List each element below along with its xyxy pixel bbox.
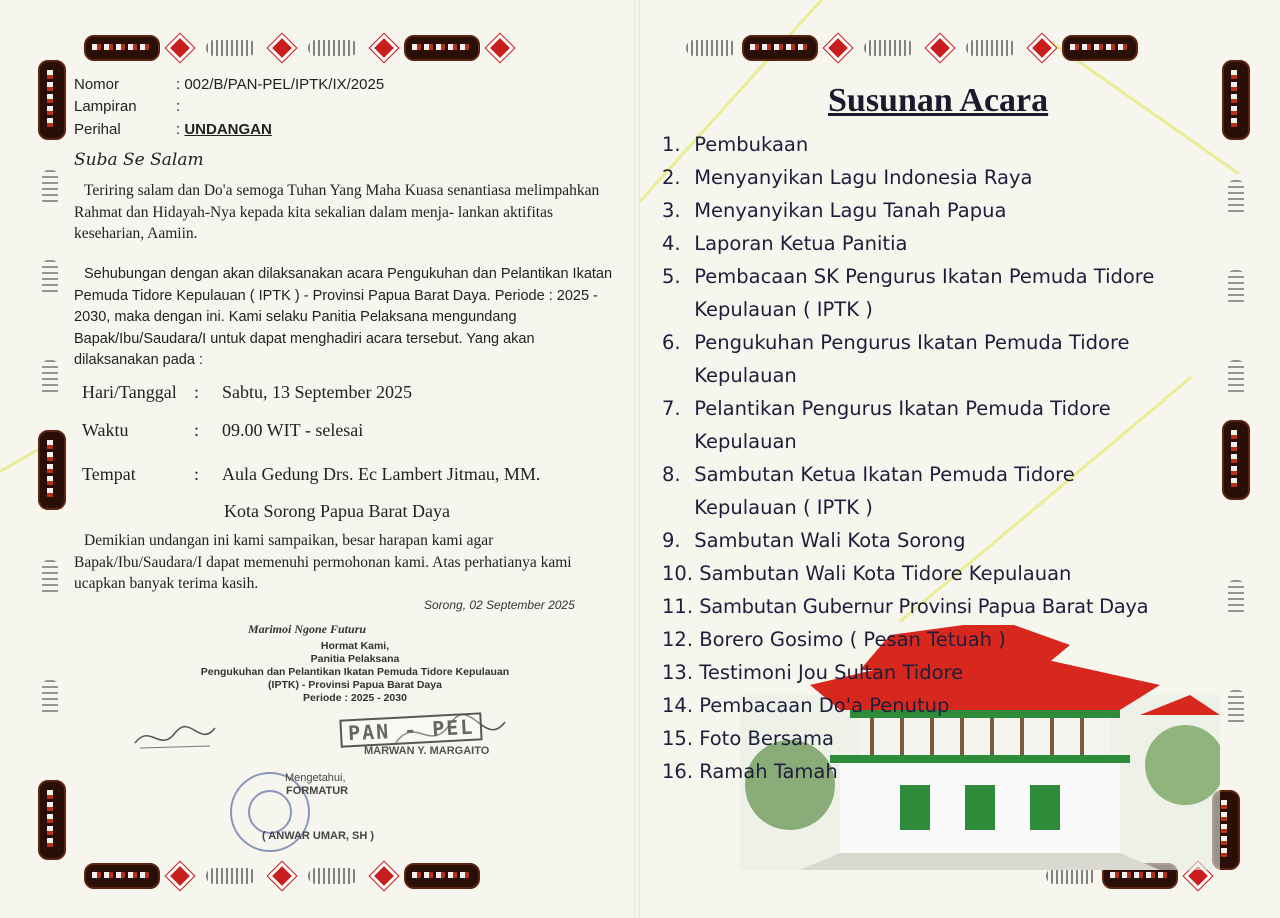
sig-line: Pengukuhan dan Pelantikan Ikatan Pemuda Tidore Kepulauan <box>200 666 510 678</box>
ornament-motif-icon <box>1046 868 1096 884</box>
sig-line: Panitia Pelaksana <box>310 653 400 665</box>
perihal-value: UNDANGAN <box>184 121 272 138</box>
lampiran-label: Lampiran <box>74 98 137 115</box>
ornament-motif-icon <box>308 868 358 884</box>
agenda-item <box>662 625 1222 658</box>
agenda-item-text: Sambutan Ketua Ikatan Pemuda Tidore <box>694 463 1075 486</box>
lampiran-row <box>74 98 180 115</box>
closing-paragraph: Demikian undangan ini kami sampaikan, besar harapan kami agar Bapak/Ibu/Saudara/I dapat memenuhi permohonan kami. Atas perhatianya kami ucapkan banyak terima kasih. <box>74 532 572 592</box>
agenda-item-text: Pembacaan SK Pengurus Ikatan Pemuda Tidore <box>694 265 1155 288</box>
sig-line: Hormat Kami, <box>320 640 390 652</box>
agenda-item-number: 4. <box>662 232 681 255</box>
event-date-label: Hari/Tanggal <box>82 382 177 402</box>
diamond-ornament-icon <box>166 862 194 890</box>
greeting: Suba Se Salam <box>74 150 204 170</box>
diamond-ornament-icon <box>268 34 296 62</box>
opening-paragraph: Teriring salam dan Do'a semoga Tuhan Yang Maha Kuasa senantiasa melimpahkan Rahmat dan Hidayah-Nya kepada kita sekalian dalam menja- lankan aktifitas keseharian, Aamiin. <box>74 182 600 242</box>
tifa-drum-icon <box>84 863 160 889</box>
tifa-drum-icon <box>742 35 818 61</box>
agenda-item-number: 9. <box>662 529 681 552</box>
ornament-motif-icon <box>308 40 358 56</box>
agenda-item-number: 13. <box>662 661 694 684</box>
agenda-item <box>662 559 1222 592</box>
perihal-label: Perihal <box>74 121 121 138</box>
agenda-item <box>662 163 1222 196</box>
formatur-label: FORMATUR <box>286 785 349 797</box>
agenda-item-text: Pembacaan Do'a Penutup <box>699 694 950 717</box>
agenda-item <box>662 328 1222 361</box>
agenda-item <box>662 196 1222 229</box>
event-place-city: Kota Sorong Papua Barat Daya <box>224 501 450 521</box>
ornament-motif-vertical-icon <box>42 170 58 206</box>
tifa-drum-vertical-icon <box>1222 420 1250 500</box>
chairman-name: MARWAN Y. MARGAITO <box>364 745 490 757</box>
agenda-item-text: Foto Bersama <box>699 727 834 750</box>
tifa-drum-icon <box>1062 35 1138 61</box>
event-date-colon: : <box>194 382 200 402</box>
agenda-item <box>662 526 1222 559</box>
agenda-item-text: Borero Gosimo ( Pesan Tetuah ) <box>699 628 1006 651</box>
agenda-item-text: Sambutan Gubernur Provinsi Papua Barat Daya <box>699 595 1149 618</box>
agenda-item-text: Pembukaan <box>694 133 809 156</box>
diamond-ornament-icon <box>370 862 398 890</box>
agenda-item <box>662 130 1222 163</box>
agenda-item <box>662 691 1222 724</box>
ornament-motif-vertical-icon <box>42 680 58 716</box>
agenda-item-number: 3. <box>662 199 681 222</box>
agenda-item-number: 8. <box>662 463 681 486</box>
agenda-list <box>662 130 1222 790</box>
diamond-ornament-icon <box>370 34 398 62</box>
diamond-ornament-icon <box>486 34 514 62</box>
signature-block <box>150 640 560 705</box>
event-place-row <box>82 464 540 485</box>
agenda-item-number: 16. <box>662 760 694 783</box>
event-time-colon: : <box>194 420 200 440</box>
agenda-item-number: 2. <box>662 166 681 189</box>
agenda-item-number: 6. <box>662 331 681 354</box>
perihal-row <box>74 121 272 138</box>
agenda-item-number: 10. <box>662 562 694 585</box>
letter-dateline: Sorong, 02 September 2025 <box>424 598 575 612</box>
top-border-right <box>680 30 1138 66</box>
handwritten-signature <box>130 718 220 758</box>
event-place-label: Tempat <box>82 464 136 484</box>
agenda-item-number: 12. <box>662 628 694 651</box>
ornament-motif-vertical-icon <box>1228 270 1244 306</box>
agenda-item-text: Menyanyikan Lagu Indonesia Raya <box>694 166 1033 189</box>
motto: Marimoi Ngone Futuru <box>248 622 367 636</box>
ornament-motif-icon <box>686 40 736 56</box>
top-border-left <box>84 30 520 66</box>
agenda-item <box>662 658 1222 691</box>
agenda-item-number: 15. <box>662 727 694 750</box>
formatur-name: ( ANWAR UMAR, SH ) <box>262 830 375 842</box>
agenda-item <box>662 262 1222 295</box>
bottom-border-left <box>84 858 480 894</box>
agenda-item-text: Sambutan Wali Kota Sorong <box>694 529 966 552</box>
agenda-item-text: Testimoni Jou Sultan Tidore <box>699 661 964 684</box>
agenda-item-continuation <box>662 295 1222 328</box>
ornament-motif-vertical-icon <box>42 360 58 396</box>
ornament-motif-icon <box>206 868 256 884</box>
ornament-motif-vertical-icon <box>42 560 58 596</box>
agenda-item <box>662 229 1222 262</box>
ornament-motif-vertical-icon <box>1228 580 1244 616</box>
event-date-value: Sabtu, 13 September 2025 <box>222 382 412 402</box>
agenda-item-text: Laporan Ketua Panitia <box>694 232 908 255</box>
tifa-drum-vertical-icon <box>38 60 66 140</box>
agenda-item-number: 11. <box>662 595 694 618</box>
agenda-item-text: Kepulauan ( IPTK ) <box>694 496 873 519</box>
agenda-item <box>662 394 1222 427</box>
event-date-row <box>82 382 412 403</box>
tifa-drum-vertical-icon <box>38 780 66 860</box>
perihal-colon: : <box>176 121 181 138</box>
acknowledged-label: Mengetahui, <box>285 772 346 784</box>
page-fold <box>634 0 640 918</box>
agenda-item-number: 5. <box>662 265 681 288</box>
agenda-item <box>662 592 1222 625</box>
agenda-item-number: 7. <box>662 397 681 420</box>
nomor-value: : 002/B/PAN-PEL/IPTK/IX/2025 <box>176 76 385 93</box>
agenda-item-text: Kepulauan ( IPTK ) <box>694 298 873 321</box>
invitation-paragraph: Sehubungan dengan akan dilaksanakan acara Pengukuhan dan Pelantikan Ikatan Pemuda Tidore Kepulauan ( IPTK ) - Provinsi Papua Barat Daya. Periode : 2025 - 2030, maka dengan ini. Kami selaku Panitia Pelaksana mengundang Bapak/Ibu/Saudara/I untuk dapat menghadiri acara tersebut. Yang akan dilaksanakan pada : <box>74 266 613 368</box>
sig-line: Periode : 2025 - 2030 <box>303 692 407 704</box>
ornament-motif-icon <box>864 40 914 56</box>
agenda-item-continuation <box>662 361 1222 394</box>
event-time-row <box>82 420 363 441</box>
agenda-item <box>662 460 1222 493</box>
agenda-item-text: Ramah Tamah <box>699 760 838 783</box>
event-place-value: Aula Gedung Drs. Ec Lambert Jitmau, MM. <box>222 464 541 484</box>
committee-stamp: PAN - PEL <box>339 712 483 747</box>
ornament-motif-vertical-icon <box>1228 180 1244 216</box>
event-time-value: 09.00 WIT - selesai <box>222 420 364 440</box>
ornament-motif-vertical-icon <box>1228 360 1244 396</box>
sig-line: (IPTK) - Provinsi Papua Barat Daya <box>268 679 442 691</box>
diamond-ornament-icon <box>166 34 194 62</box>
tifa-drum-icon <box>84 35 160 61</box>
diamond-ornament-icon <box>926 34 954 62</box>
agenda-item-continuation <box>662 493 1222 526</box>
diamond-ornament-icon <box>268 862 296 890</box>
agenda-item-text: Kepulauan <box>694 364 797 387</box>
agenda-item-number: 14. <box>662 694 694 717</box>
nomor-label: Nomor <box>74 76 120 93</box>
tifa-drum-vertical-icon <box>1222 60 1250 140</box>
agenda-item-number: 1. <box>662 133 681 156</box>
agenda-item-text: Sambutan Wali Kota Tidore Kepulauan <box>699 562 1072 585</box>
event-place-colon: : <box>194 464 200 484</box>
ornament-motif-icon <box>206 40 256 56</box>
agenda-item-text: Pelantikan Pengurus Ikatan Pemuda Tidore <box>694 397 1111 420</box>
agenda-item <box>662 724 1222 757</box>
ornament-motif-vertical-icon <box>42 260 58 296</box>
diamond-ornament-icon <box>1028 34 1056 62</box>
tifa-drum-icon <box>404 35 480 61</box>
nomor-row <box>74 76 384 93</box>
event-time-label: Waktu <box>82 420 129 440</box>
agenda-item-text: Menyanyikan Lagu Tanah Papua <box>694 199 1007 222</box>
lampiran-value: : <box>176 98 181 115</box>
agenda-item-continuation <box>662 427 1222 460</box>
agenda-item-text: Pengukuhan Pengurus Ikatan Pemuda Tidore <box>694 331 1130 354</box>
tifa-drum-vertical-icon <box>38 430 66 510</box>
agenda-item <box>662 757 1222 790</box>
ornament-motif-vertical-icon <box>1228 690 1244 726</box>
agenda-title: Susunan Acara <box>828 82 1049 119</box>
diamond-ornament-icon <box>824 34 852 62</box>
ornament-motif-icon <box>966 40 1016 56</box>
agenda-item-text: Kepulauan <box>694 430 797 453</box>
tifa-drum-icon <box>404 863 480 889</box>
